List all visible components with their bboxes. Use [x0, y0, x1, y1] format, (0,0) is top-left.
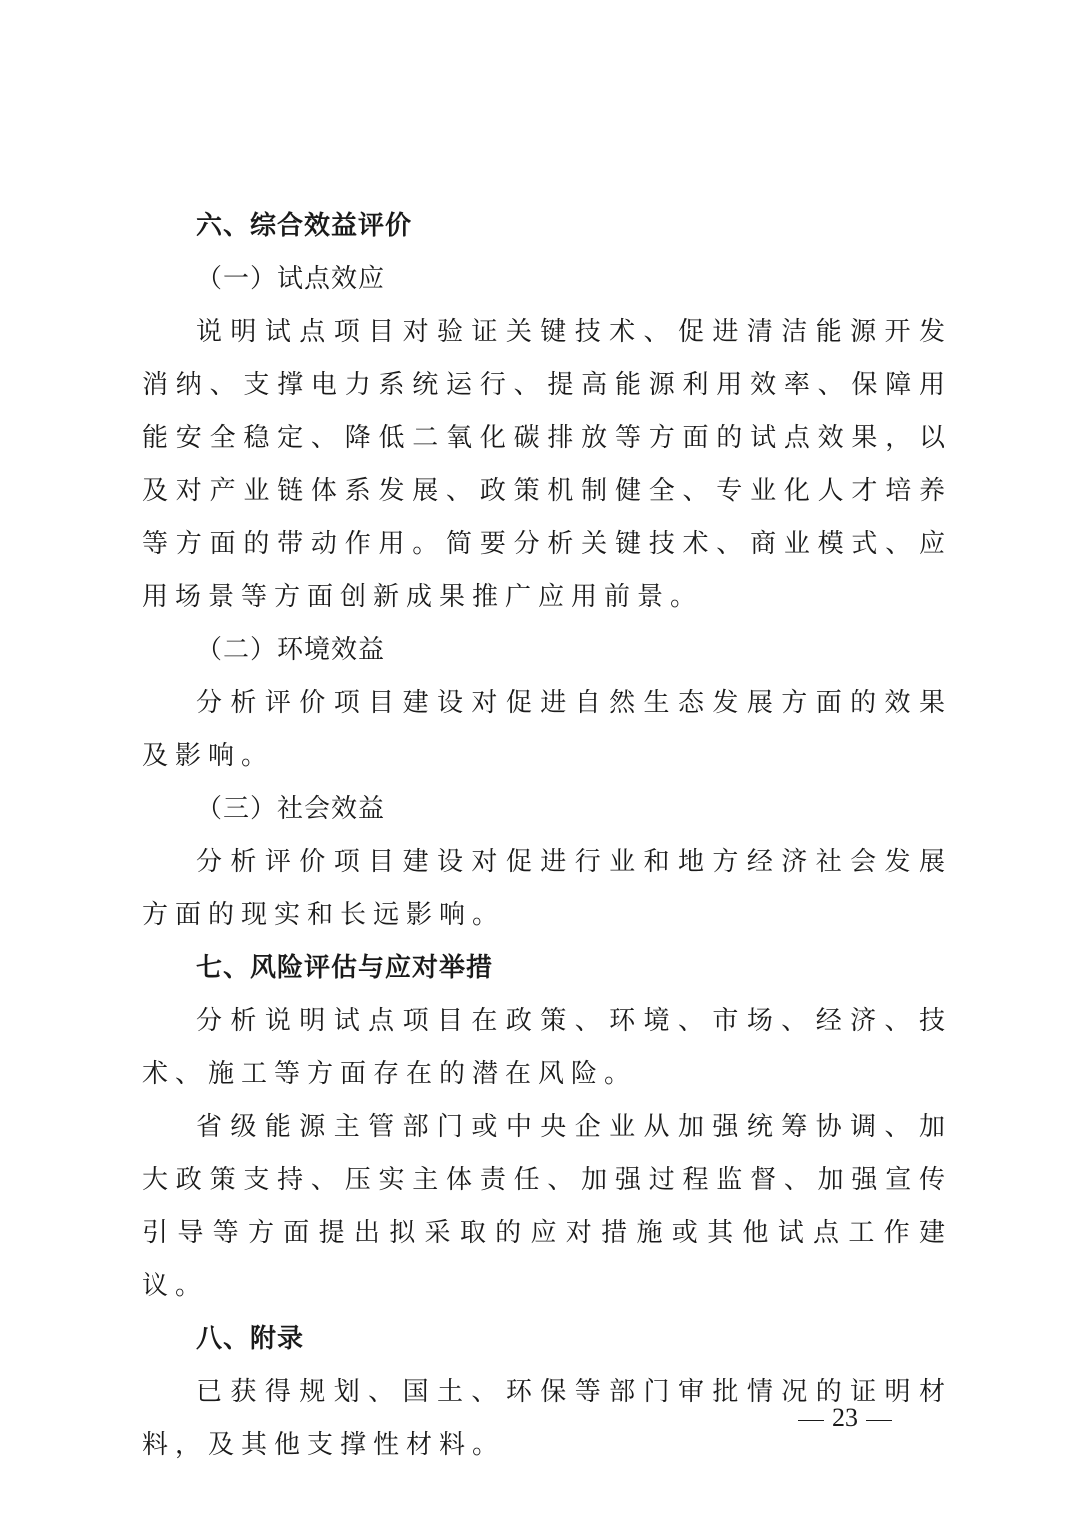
paragraph-risk-measures: 省级能源主管部门或中央企业从加强统筹协调、加大政策支持、压实主体责任、加强过程监督、加强宣传引导等方面提出拟采取的应对措施或其他试点工作建议。: [142, 1112, 952, 1301]
subsection-heading-environmental-benefit: （二）环境效益: [196, 635, 386, 665]
paragraph-environmental-benefit: 分析评价项目建设对促进自然生态发展方面的效果及影响。: [142, 688, 952, 771]
section-heading-risk-assessment: 七、风险评估与应对举措: [196, 953, 494, 983]
dash-left: [798, 1420, 824, 1421]
section-heading-appendix: 八、附录: [196, 1324, 305, 1354]
document-body: [142, 200, 952, 1472]
section-heading-benefit-evaluation: 六、综合效益评价: [196, 211, 413, 241]
page-number: [780, 1398, 910, 1438]
paragraph-pilot-effect: 说明试点项目对验证关键技术、促进清洁能源开发消纳、支撑电力系统运行、提高能源利用效率、保障用能安全稳定、降低二氧化碳排放等方面的试点效果，以及对产业链体系发展、政策机制健全、专业化人才培养等方面的带动作用。简要分析关键技术、商业模式、应用场景等方面创新成果推广应用前景。: [142, 317, 952, 612]
subsection-heading-pilot-effect: （一）试点效应: [196, 264, 386, 294]
paragraph-risk-analysis: 分析说明试点项目在政策、环境、市场、经济、技术、施工等方面存在的潜在风险。: [142, 1006, 952, 1089]
paragraph-social-benefit: 分析评价项目建设对促进行业和地方经济社会发展方面的现实和长远影响。: [142, 847, 952, 930]
dash-right: [866, 1420, 892, 1421]
page-number-value: 23: [832, 1403, 858, 1432]
paragraph-appendix: 已获得规划、国土、环保等部门审批情况的证明材料，及其他支撑性材料。: [142, 1377, 952, 1460]
subsection-heading-social-benefit: （三）社会效益: [196, 794, 386, 824]
